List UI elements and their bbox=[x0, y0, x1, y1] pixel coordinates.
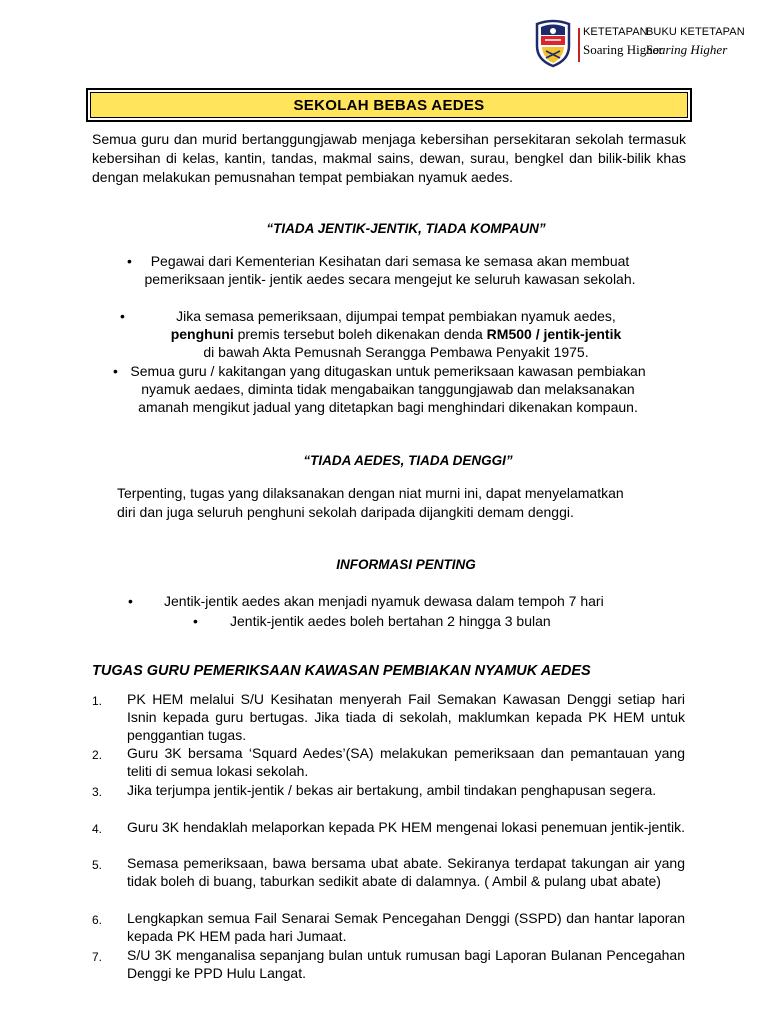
info-item: Jentik-jentik aedes akan menjadi nyamuk dewasa dalam tempoh 7 hari bbox=[164, 593, 604, 609]
header-label-ketetapan: KETETAPAN bbox=[583, 26, 648, 38]
list-number: 6. bbox=[92, 913, 103, 927]
list-number: 1. bbox=[92, 694, 103, 708]
list-number: 5. bbox=[92, 858, 103, 872]
header-motto-italic: Soaring Higher bbox=[646, 42, 728, 57]
bullet-denda-amount: RM500 / jentik-jentik bbox=[486, 326, 622, 342]
bullet-denda-penghuni: penghuni bbox=[170, 326, 234, 342]
bullet-icon: • bbox=[113, 363, 118, 379]
bullet-denda-mid: premis tersebut boleh dikenakan denda bbox=[233, 326, 487, 342]
intro-paragraph: Semua guru dan murid bertanggungjawab menjaga kebersihan persekitaran sekolah termasuk kebersihan di kelas, kantin, tandas, makmal sains, dewan, surau, bengkel dan bilik-bilik khas dengan melakukan pemusnahan tempat pembiakan nyamuk aedes. bbox=[92, 131, 686, 185]
list-item: Lengkapkan semua Fail Senarai Semak Pencegahan Denggi (SSPD) dan hantar laporan kepada PK HEM pada hari Jumaat. bbox=[127, 910, 685, 944]
bullet-icon: • bbox=[193, 613, 198, 629]
closing-paragraph: Terpenting, tugas yang dilaksanakan dengan niat murni ini, dapat menyelamatkan diri dan juga seluruh penghuni sekolah daripada dijangkiti demam denggi. bbox=[117, 485, 624, 520]
list-item: S/U 3K menganalisa sepanjang bulan untuk rumusan bagi Laporan Bulanan Pencegahan Denggi ke PPD Hulu Langat. bbox=[127, 947, 685, 981]
bullet-icon: • bbox=[128, 593, 133, 609]
bullet-icon: • bbox=[120, 308, 125, 324]
list-number: 7. bbox=[92, 950, 103, 964]
bullet-icon: • bbox=[127, 253, 132, 269]
bullet-item-tanggungjawab: Semua guru / kakitangan yang ditugaskan untuk pemeriksaan kawasan pembiakan nyamuk aedaes, diminta tidak mengabaikan tanggungjawab dan melaksanakan amanah mengikut jadual yang ditetapkan bagi menghindari dikenakan kompaun. bbox=[130, 363, 646, 415]
header-divider bbox=[578, 28, 580, 62]
title-banner bbox=[90, 92, 688, 118]
bullet-item-denda bbox=[136, 307, 656, 361]
list-item: Semasa pemeriksaan, bawa bersama ubat abate. Sekiranya terdapat takungan air yang tidak boleh di buang, taburkan sedikit abate di dalamnya. ( Ambil & pulang ubat abate) bbox=[127, 855, 685, 889]
list-item: Jika terjumpa jentik-jentik / bekas air bertakung, ambil tindakan penghapusan segera. bbox=[127, 782, 657, 798]
list-number: 2. bbox=[92, 748, 103, 762]
school-crest-icon bbox=[533, 18, 573, 68]
page-title: SEKOLAH BEBAS AEDES bbox=[293, 96, 485, 114]
list-number: 3. bbox=[92, 785, 103, 799]
header-motto: Soaring Higher bbox=[583, 42, 663, 57]
bullet-item-pemeriksaan: Pegawai dari Kementerian Kesihatan dari semasa ke semasa akan membuat pemeriksaan jentik- jentik aedes secara mengejut ke seluruh kawasan sekolah. bbox=[144, 253, 636, 287]
info-item: Jentik-jentik aedes boleh bertahan 2 hingga 3 bulan bbox=[230, 613, 551, 629]
list-item: Guru 3K bersama ‘Squard Aedes’(SA) melakukan pemeriksaan dan pemantauan yang teliti di semua lokasi sekolah. bbox=[127, 745, 685, 779]
info-heading: INFORMASI PENTING bbox=[336, 557, 476, 572]
slogan-kompaun: “TIADA JENTIK-JENTIK, TIADA KOMPAUN” bbox=[266, 221, 546, 236]
bullet-denda-pre: Jika semasa pemeriksaan, dijumpai tempat pembiakan nyamuk aedes, bbox=[176, 308, 616, 324]
tugas-heading: TUGAS GURU PEMERIKSAAN KAWASAN PEMBIAKAN NYAMUK AEDES bbox=[92, 663, 591, 679]
list-item: Guru 3K hendaklah melaporkan kepada PK HEM mengenai lokasi penemuan jentik-jentik. bbox=[127, 819, 685, 835]
bullet-denda-post: di bawah Akta Pemusnah Serangga Pembawa Penyakit 1975. bbox=[203, 344, 589, 360]
slogan-denggi: “TIADA AEDES, TIADA DENGGI” bbox=[303, 453, 513, 468]
title-frame bbox=[86, 88, 692, 122]
list-item: PK HEM melalui S/U Kesihatan menyerah Fail Semakan Kawasan Denggi setiap hari Isnin kepada guru bertugas. Jika tiada di sekolah, maklumkan kepada PK HEM untuk penggantian tugas. bbox=[127, 691, 685, 743]
list-number: 4. bbox=[92, 822, 103, 836]
header-label-buku-ketetapan: BUKU KETETAPAN bbox=[646, 26, 745, 38]
